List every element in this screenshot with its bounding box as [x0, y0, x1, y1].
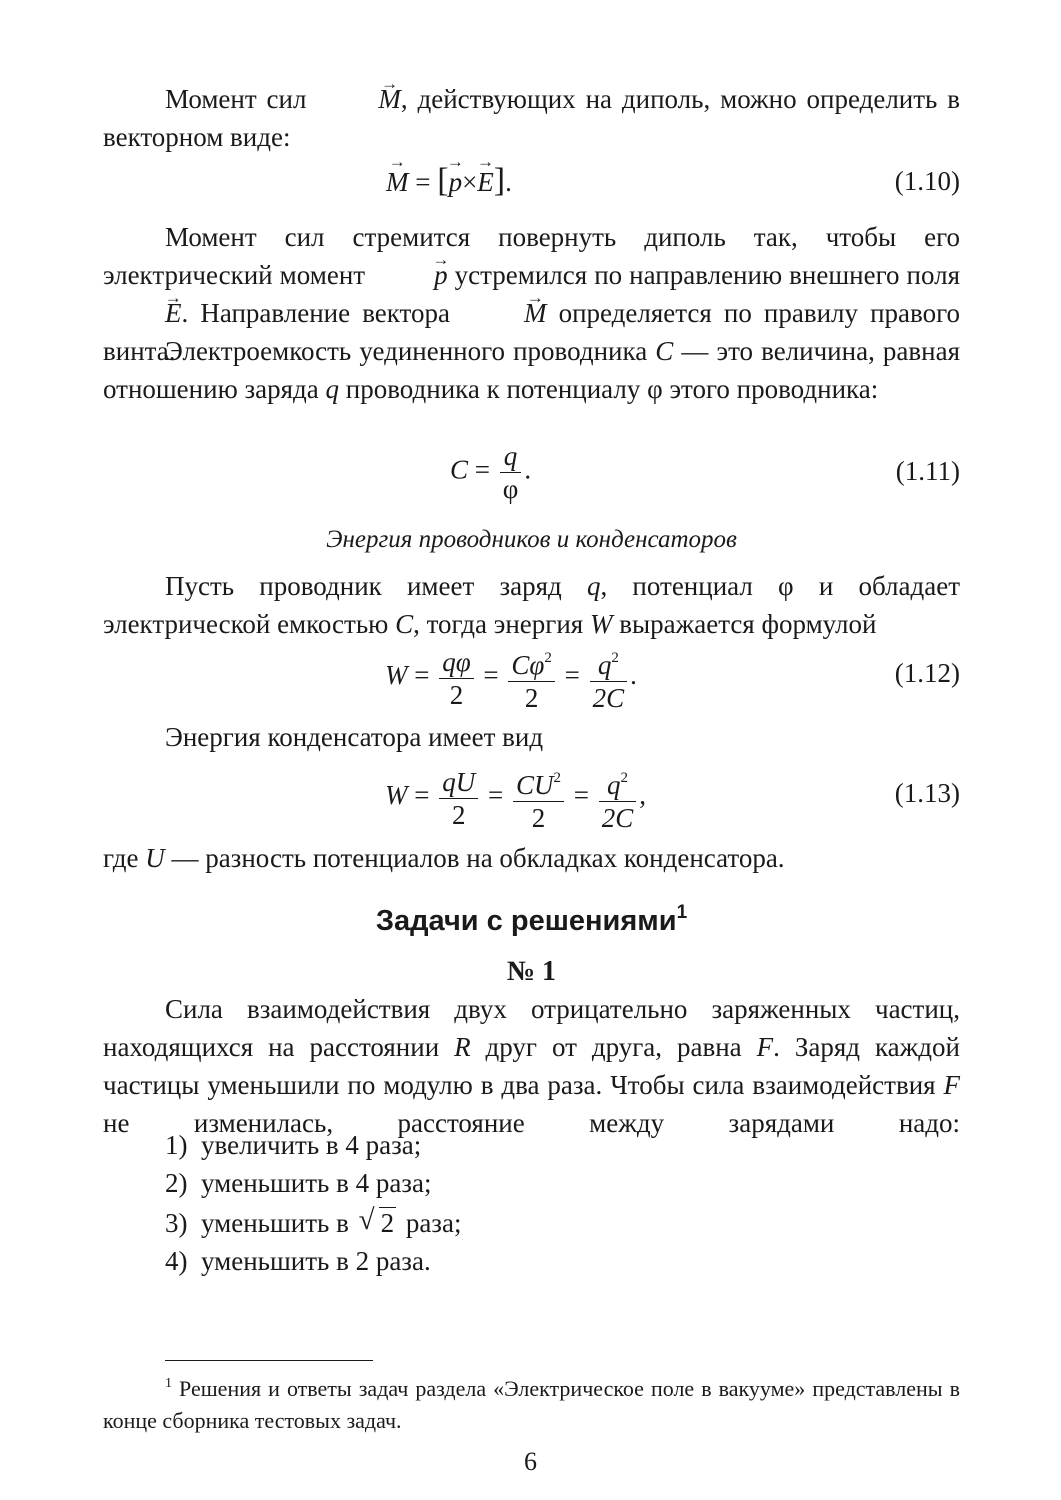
equation-body: → M = [→ p×→ E].: [386, 162, 512, 200]
paragraph-moment: Момент сил → M, действующих на диполь, можно определить в векторном виде:: [103, 80, 960, 156]
page-number: 6: [524, 1447, 537, 1476]
footnote-reference[interactable]: 1: [676, 902, 688, 923]
answer-options: [165, 1126, 461, 1280]
equation-1-11: [103, 440, 960, 520]
paragraph-dipole-rotation: Момент сил стремится повернуть диполь так, чтобы его электрический момент → p устремился по направлению внешнего поля → E. Направление вектора → M определяется по правилу правого винта.: [103, 218, 960, 370]
equation-number: (1.10): [894, 166, 960, 196]
footnote-separator: [165, 1360, 373, 1361]
equation-body: C = $\frac{q}{\varphi}$ .: [450, 441, 532, 504]
option-1: 1) увеличить в 4 раза;: [165, 1130, 422, 1160]
footnote: $^1$ Решения и ответы задач раздела «Электрическое поле в вакууме» представлены в конце сборника тестовых задач.: [103, 1376, 960, 1433]
option-3: 3) уменьшить в √ 2 раза;: [165, 1204, 461, 1242]
paragraph-capacitance: Электроемкость уединенного проводника C — это величина, равная отношению заряда q проводника к потенциалу φ этого проводника:: [103, 336, 960, 404]
equation-number: (1.12): [894, 658, 960, 688]
paragraph-voltage-definition: где U — разность потенциалов на обкладках конденсатора.: [103, 843, 785, 873]
problem-statement: Сила взаимодействия двух отрицательно заряженных частиц, находящихся на расстоянии R друг от друга, равна F. Заряд каждой частицы уменьшили по модулю в два раза. Чтобы сила взаимодействия F не изменилась, расстояние между зарядами надо:: [103, 994, 960, 1138]
problem-number: № 1: [506, 956, 557, 987]
paragraph-conductor-energy: Пусть проводник имеет заряд q, потенциал φ и обладает электрической емкостью C, тогда энергия W выражается формулой: [103, 571, 960, 639]
equation-1-12: [103, 642, 960, 722]
equation-body: W = $\frac{qU}{2}$ = $\frac{CU^2}{2}$ = $\frac{q^2}{2C}$ ,: [385, 766, 646, 833]
section-heading: Задачи с решениями$^1$: [375, 902, 688, 937]
paragraph-capacitor-energy: Энергия конденсатора имеет вид: [165, 722, 544, 752]
vector-m: → M: [316, 80, 401, 118]
option-4: 4) уменьшить в 2 раза.: [165, 1246, 431, 1276]
subheading-energy: Энергия проводников и конденсаторов: [326, 526, 737, 553]
equation-number: (1.11): [895, 456, 960, 486]
equation-number: (1.13): [894, 778, 960, 808]
square-root: √ 2: [358, 1204, 395, 1238]
equation-body: W = $\frac{q\varphi}{2}$ = $\frac{C\varphi^2}{2}$ = $\frac{q^2}{2C}$ .: [385, 646, 637, 713]
equation-1-13: [103, 762, 960, 842]
option-2: 2) уменьшить в 4 раза;: [165, 1168, 432, 1198]
